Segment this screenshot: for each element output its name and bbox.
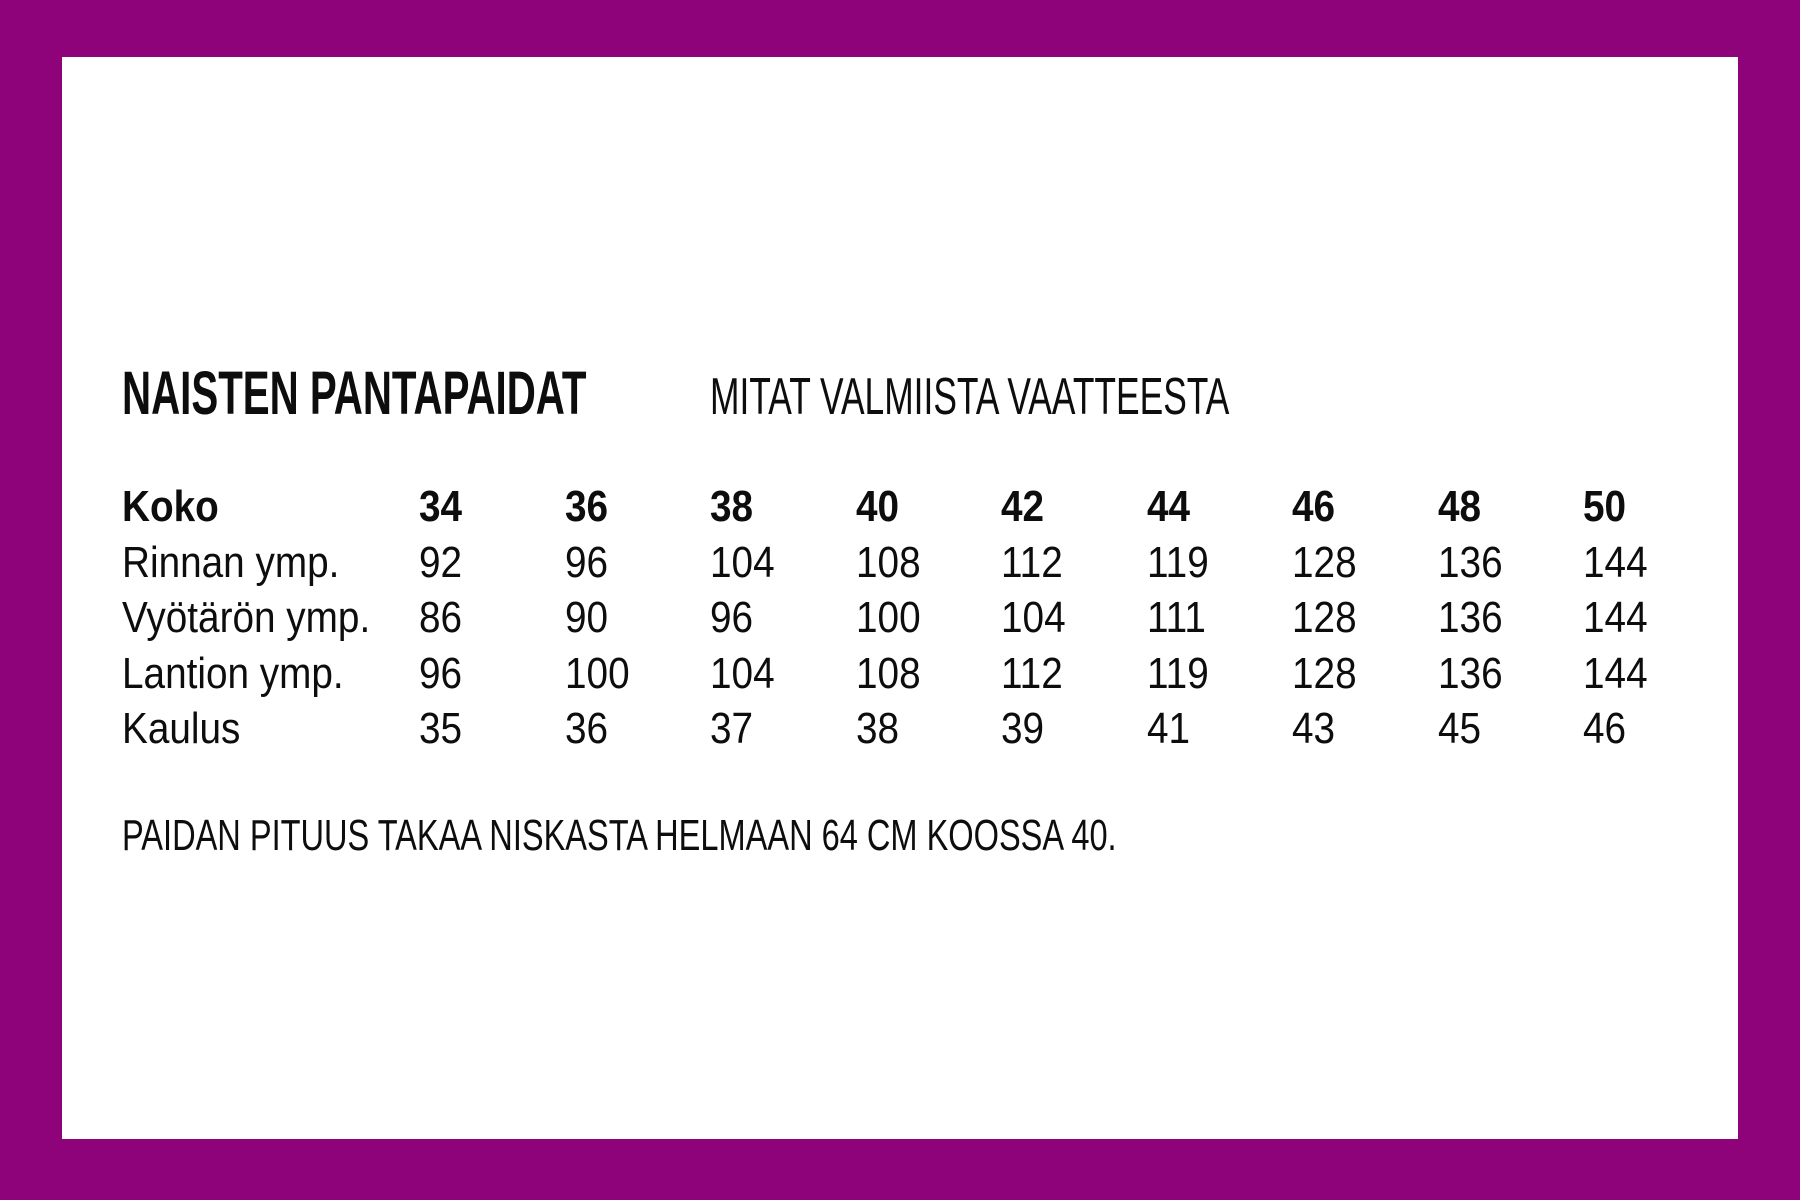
size-column-header: 50: [1583, 482, 1627, 531]
table-cell: 111: [1146, 593, 1206, 642]
table-cell: 136: [1437, 593, 1503, 642]
table-cell: 39: [1001, 704, 1045, 753]
table-cell: 37: [710, 704, 754, 753]
page-title: NAISTEN PANTAPAIDAT: [122, 359, 587, 427]
table-cell: 86: [419, 593, 463, 642]
table-cell: 108: [855, 648, 921, 698]
table-cell: 45: [1437, 704, 1481, 753]
row-label: Lantion ymp.: [122, 648, 344, 698]
size-column-header: 38: [710, 482, 754, 531]
size-column-header: 36: [564, 482, 608, 531]
table-cell: 104: [710, 648, 775, 698]
table-cell: 96: [710, 593, 754, 642]
table-cell: 144: [1583, 537, 1648, 587]
table-cell: 112: [1001, 537, 1063, 587]
table-cell: 100: [564, 648, 630, 698]
table-cell: 92: [419, 537, 463, 587]
table-cell: 100: [855, 593, 921, 642]
table-cell: 136: [1437, 648, 1503, 698]
row-label: Vyötärön ymp.: [122, 593, 371, 642]
size-table-header-label: Koko: [122, 482, 219, 531]
table-cell: 43: [1292, 704, 1336, 753]
table-cell: 38: [855, 704, 899, 753]
table-cell: 128: [1292, 593, 1357, 642]
footer-note: PAIDAN PITUUS TAKAA NISKASTA HELMAAN 64 CM KOOSSA 40.: [122, 811, 1117, 860]
size-column-header: 44: [1146, 482, 1190, 531]
size-table: [122, 479, 1729, 757]
table-cell: 119: [1146, 537, 1209, 587]
size-column-header: 34: [419, 482, 463, 531]
table-cell: 119: [1146, 648, 1209, 698]
table-cell: 104: [710, 537, 775, 587]
size-column-header: 40: [855, 482, 899, 531]
size-column-header: 48: [1437, 482, 1481, 531]
table-cell: 112: [1001, 648, 1063, 698]
table-cell: 104: [1001, 593, 1066, 642]
table-cell: 36: [564, 704, 608, 753]
table-cell: 128: [1292, 537, 1357, 587]
table-cell: 35: [419, 704, 463, 753]
table-cell: 144: [1583, 648, 1648, 698]
row-label: Kaulus: [122, 704, 241, 753]
table-cell: 41: [1146, 704, 1190, 753]
size-column-header: 46: [1292, 482, 1336, 531]
size-column-header: 42: [1001, 482, 1045, 531]
row-label: Rinnan ymp.: [122, 537, 340, 587]
page-subtitle: MITAT VALMIISTA VAATTEESTA: [710, 368, 1230, 426]
table-cell: 90: [564, 593, 608, 642]
table-cell: 136: [1437, 537, 1503, 587]
table-cell: 96: [419, 648, 463, 698]
table-cell: 96: [564, 537, 608, 587]
table-cell: 128: [1292, 648, 1357, 698]
table-cell: 144: [1583, 593, 1648, 642]
table-cell: 46: [1583, 704, 1627, 753]
table-cell: 108: [855, 537, 921, 587]
